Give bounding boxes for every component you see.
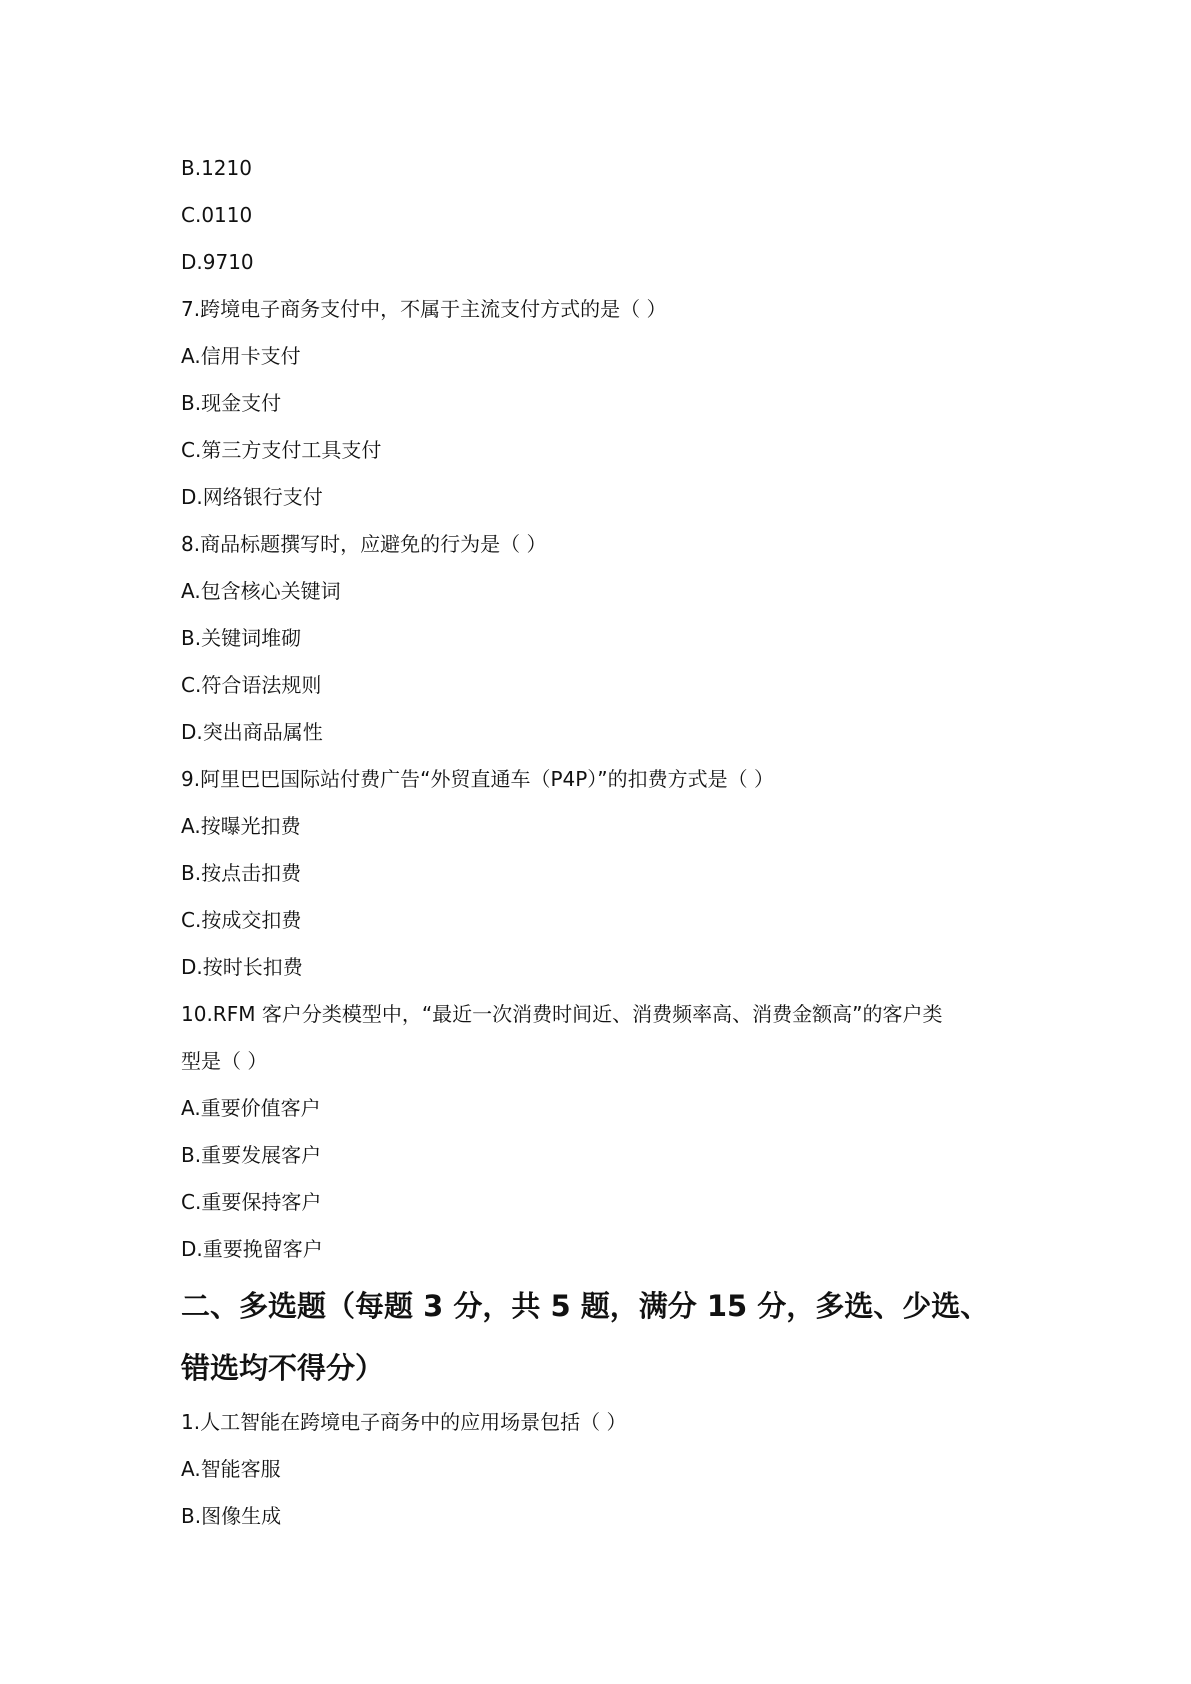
question-7: 7.跨境电子商务支付中，不属于主流支付方式的是（ ） [181, 297, 667, 321]
section-heading-line1: 二、多选题（每题 3 分，共 5 题，满分 15 分，多选、少选、 [181, 1289, 990, 1323]
option-7-d: D.网络银行支付 [181, 485, 323, 509]
option-8-d: D.突出商品属性 [181, 720, 323, 744]
question-10-line1: 10.RFM 客户分类模型中，“最近一次消费时间近、消费频率高、消费金额高”的客户类 [181, 1002, 943, 1026]
option-7-c: C.第三方支付工具支付 [181, 438, 382, 462]
question-8: 8.商品标题撰写时，应避免的行为是（ ） [181, 532, 547, 556]
option-8-b: B.关键词堆砌 [181, 626, 302, 650]
option-10-c: C.重要保持客户 [181, 1190, 322, 1214]
question-9: 9.阿里巴巴国际站付费广告“外贸直通车（P4P）”的扣费方式是（ ） [181, 767, 775, 791]
option-9-d: D.按时长扣费 [181, 955, 303, 979]
option-8-c: C.符合语法规则 [181, 673, 322, 697]
multi-option-1-b: B.图像生成 [181, 1504, 282, 1528]
question-block-part1 [181, 145, 1041, 1273]
option-10-b: B.重要发展客户 [181, 1143, 322, 1167]
question-block-part2 [181, 1399, 1041, 1540]
option-10-d: D.重要挽留客户 [181, 1237, 323, 1261]
option-9-c: C.按成交扣费 [181, 908, 302, 932]
option-8-a: A.包含核心关键词 [181, 579, 341, 603]
option-6-d: D.9710 [181, 250, 254, 274]
multi-option-1-a: A.智能客服 [181, 1457, 281, 1481]
section-heading-line2: 错选均不得分） [181, 1351, 385, 1385]
option-9-b: B.按点击扣费 [181, 861, 302, 885]
option-9-a: A.按曝光扣费 [181, 814, 301, 838]
document-page [181, 145, 1041, 1540]
multi-question-1: 1.人工智能在跨境电子商务中的应用场景包括（ ） [181, 1410, 627, 1434]
question-10-line2: 型是（ ） [181, 1049, 268, 1073]
option-7-b: B.现金支付 [181, 391, 282, 415]
option-7-a: A.信用卡支付 [181, 344, 301, 368]
option-10-a: A.重要价值客户 [181, 1096, 321, 1120]
option-6-b: B.1210 [181, 156, 252, 180]
option-6-c: C.0110 [181, 203, 253, 227]
